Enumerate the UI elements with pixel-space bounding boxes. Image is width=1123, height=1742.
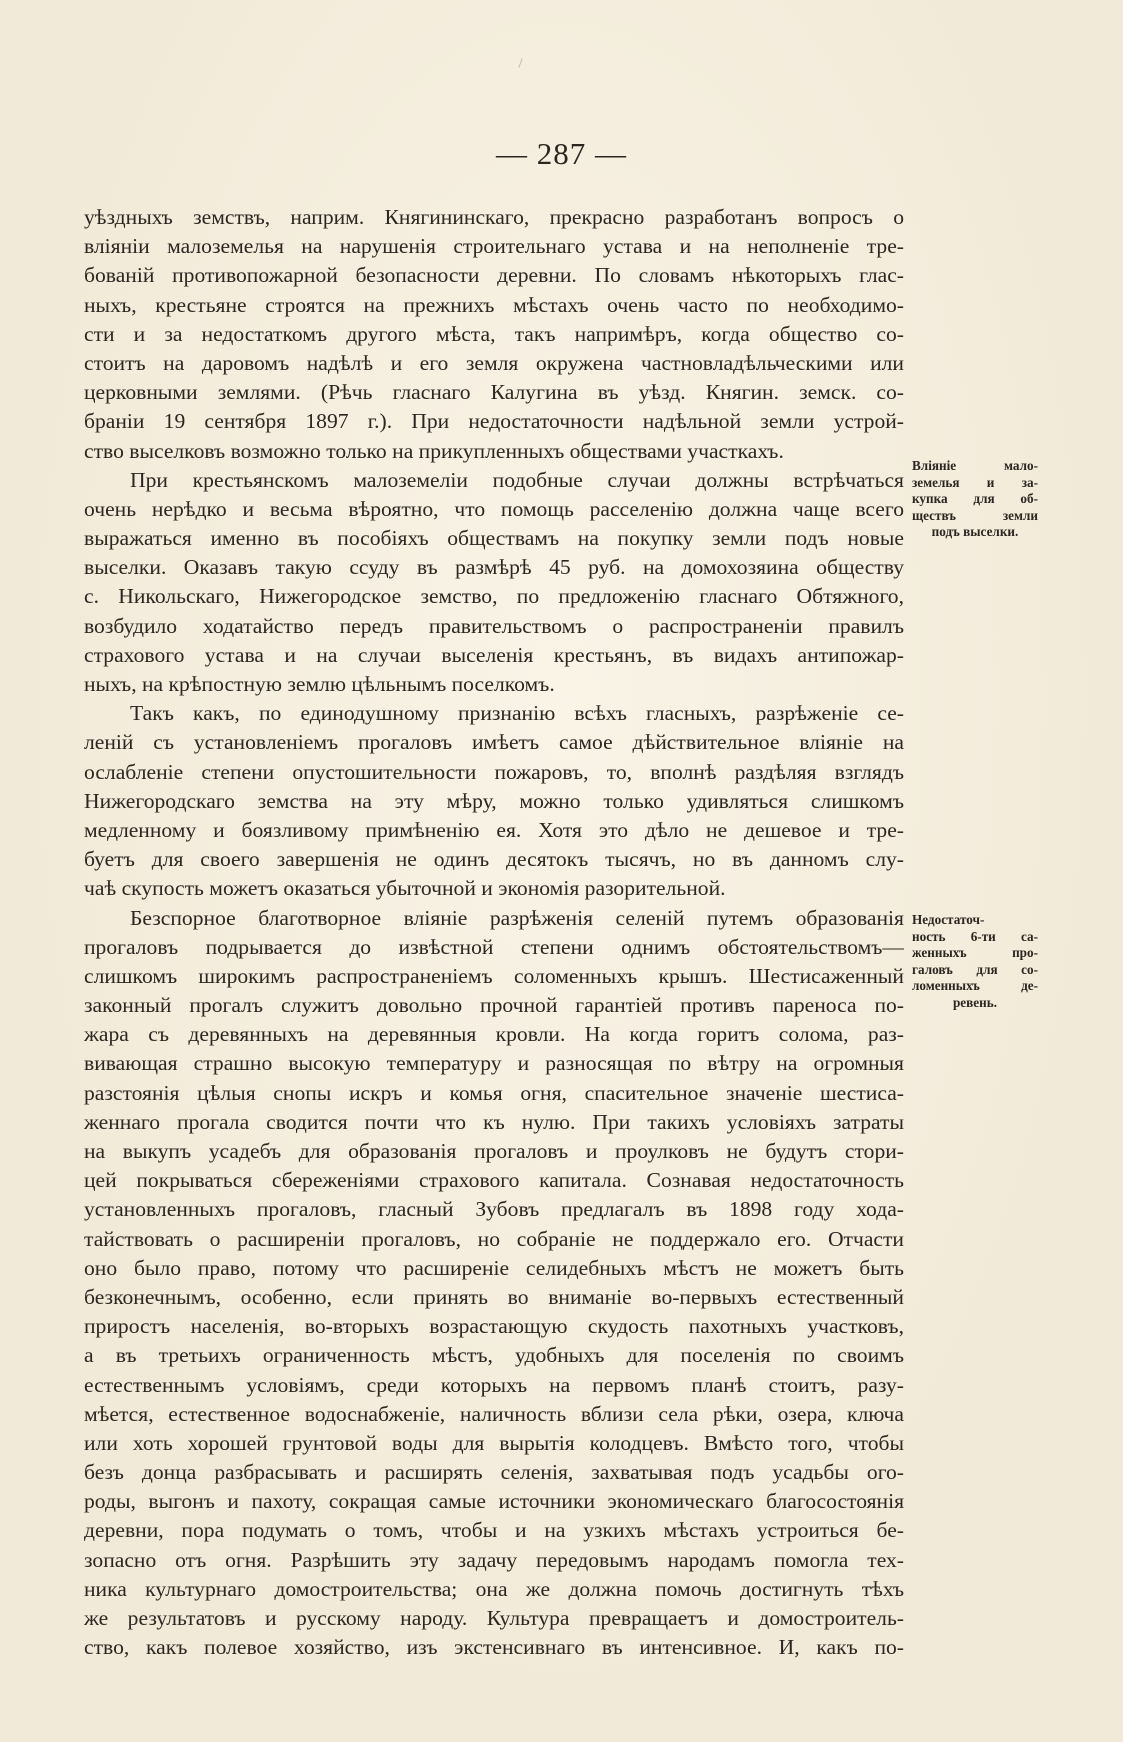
text-line: вивающая страшно высокую температуру и разносящая по вѣтру на огромныя [84,1051,904,1076]
margin-note-line: Недостаточ- [912,912,985,927]
text-line: законный прогалъ служитъ довольно прочной гарантіей противъ пареноса по- [84,993,904,1018]
text-line: Такъ какъ, по единодушному признанію всѣхъ гласныхъ, разрѣженіе се- [130,701,904,726]
text-line: ныхъ, на крѣпостную землю цѣльнымъ поселкомъ. [84,672,555,696]
text-line: леній съ установленіемъ прогаловъ имѣетъ самое дѣйствительное вліяніе на [84,730,904,755]
body-text [84,203,904,1662]
margin-note-line: ломенныхъ де- [912,978,1038,993]
text-line: роды, выгонъ и пахоту, сокращая самые источники экономическаго благосостоянія [84,1489,904,1514]
text-line: стоитъ на даровомъ надѣлѣ и его земля окружена частновладѣльческими или [84,350,904,375]
text-line: медленному и боязливому примѣненію ея. Хотя это дѣло не дешевое и тре- [84,817,904,842]
text-line: уѣздныхъ земствъ, наприм. Княгининскаго, прекрасно разработанъ вопросъ о [84,205,904,229]
text-line: слишкомъ широкимъ распространеніемъ соломенныхъ крышъ. Шестисаженный [84,963,904,988]
text-line: цей покрываться сбереженіями страхового капитала. Сознавая недостаточность [84,1168,904,1193]
text-line: возбудило ходатайство передъ правительствомъ о распространеніи правилъ [84,613,904,638]
text-line: ослабленіе степени опустошительности пожаровъ, то, вполнѣ раздѣляя взглядъ [84,759,904,784]
text-line: очень нерѣдко и весьма вѣроятно, что помощь расселенію должна чаще всего [84,496,904,521]
text-line: безконечнымъ, особенно, если принять во вниманіе во-первыхъ естественный [84,1284,904,1309]
text-line: сти и за недостаткомъ другого мѣста, такъ напримѣръ, когда общество со- [84,321,904,346]
margin-note-land-purchase [912,458,1038,541]
text-line: естественнымъ условіямъ, среди которыхъ на первомъ планѣ стоитъ, разу- [84,1372,904,1397]
text-line: страхового устава и на случаи выселенія крестьянъ, въ видахъ антипожар- [84,642,904,667]
text-line: женнаго прогала сводится почти что къ нулю. При такихъ условіяхъ затраты [84,1109,904,1134]
text-line: же результатовъ и русскому народу. Культура превращаетъ и домостроитель- [84,1606,904,1630]
text-line: выселки. Оказавъ такую ссуду въ размѣрѣ 45 руб. на домохозяина обществу [84,555,904,580]
text-line: церковными землями. (Рѣчь гласнаго Калугина въ уѣзд. Княгин. земск. со- [84,380,904,405]
margin-note-line: подъ выселки. [931,524,1019,539]
text-line: При крестьянскомъ малоземеліи подобные случаи должны встрѣчаться [130,467,904,492]
text-line: приростъ населенія, во-вторыхъ возрастающую скудость пахотныхъ участковъ, [84,1314,904,1339]
text-line: мѣется, естественное водоснабженіе, наличность вблизи села рѣки, озера, ключа [84,1401,904,1426]
text-line: а въ третьихъ ограниченность мѣстъ, удобныхъ для поселенія по своимъ [84,1343,904,1368]
text-line: зопасно отъ огня. Разрѣшить эту задачу передовымъ народамъ помогла тех- [84,1547,904,1572]
text-line: разстоянія цѣлыя снопы искръ и комья огня, спасительное значеніе шестиса- [84,1080,904,1105]
margin-note-firebreak-insufficiency [912,912,1038,1011]
text-line: тайствовать о расширеніи прогаловъ, но собраніе не поддержало его. Отчасти [84,1226,904,1251]
scan-mark [518,58,522,68]
text-line: ство выселковъ возможно только на прикупленныхъ обществами участкахъ. [84,438,784,463]
text-line: прогаловъ подрывается до извѣстной степени однимъ обстоятельствомъ— [84,934,904,959]
margin-note-line: купка для об- [912,491,1038,506]
margin-note-line: ность 6-ти са- [912,928,1038,944]
text-line: браніи 19 сентября 1897 г.). При недостаточности надѣльной земли устрой- [84,409,904,434]
text-line: выражаться именно въ пособіяхъ обществамъ на покупку земли подъ новые [84,526,904,551]
text-line: деревни, пора подумать о томъ, чтобы и на узкихъ мѣстахъ устроиться бе- [84,1518,904,1543]
text-line: ство, какъ полевое хозяйство, изъ экстенсивнаго въ интенсивное. И, какъ по- [84,1635,904,1660]
margin-note-line: Вліяніе мало- [912,458,1038,473]
margin-note-line: ревень. [952,994,998,1010]
margin-note-line: земелья и за- [912,474,1038,490]
text-line: ника культурнаго домостроительства; она же должна помочь достигнуть тѣхъ [84,1576,904,1601]
text-line: с. Никольскаго, Нижегородское земство, по предложенію гласнаго Обтяжного, [84,584,904,609]
margin-note-line: галовъ для со- [912,961,1038,977]
text-line: чаѣ скупость можетъ оказаться убыточной и экономія разорительной. [84,876,726,901]
text-line: или хоть хорошей грунтовой воды для вырытія колодцевъ. Вмѣсто того, чтобы [84,1430,904,1455]
text-line: Безспорное благотворное вліяніе разрѣженія селеній путемъ образованія [130,905,904,930]
margin-note-line: ществъ земли [912,507,1038,523]
text-line: вліяніи малоземелья на нарушенія строительнаго устава и на неполненіе тре- [84,234,904,259]
text-line: установленныхъ прогаловъ, гласный Зубовъ предлагалъ въ 1898 году хода- [84,1197,904,1222]
text-line: оно было право, потому что расширеніе селидебныхъ мѣстъ не можетъ быть [84,1255,904,1280]
page-number: — 287 — [496,136,627,171]
text-line: бованій противопожарной безопасности деревни. По словамъ нѣкоторыхъ глас- [84,263,904,288]
text-line: на выкупъ усадебъ для образованія прогаловъ и проулковъ не будутъ стори- [84,1139,904,1163]
text-line: безъ донца разбрасывать и расширять селенія, захватывая подъ усадьбы ого- [84,1460,904,1485]
text-line: жара съ деревянныхъ на деревянныя кровли. На когда горитъ солома, раз- [84,1022,904,1047]
text-line: Нижегородскаго земства на эту мѣру, можно только удивляться слишкомъ [84,788,904,813]
text-line: буетъ для своего завершенія не одинъ десятокъ тысячъ, но въ данномъ слу- [84,847,904,872]
text-line: ныхъ, крестьяне строятся на прежнихъ мѣстахъ очень часто по необходимо- [84,292,904,317]
margin-note-line: женныхъ про- [912,945,1038,960]
